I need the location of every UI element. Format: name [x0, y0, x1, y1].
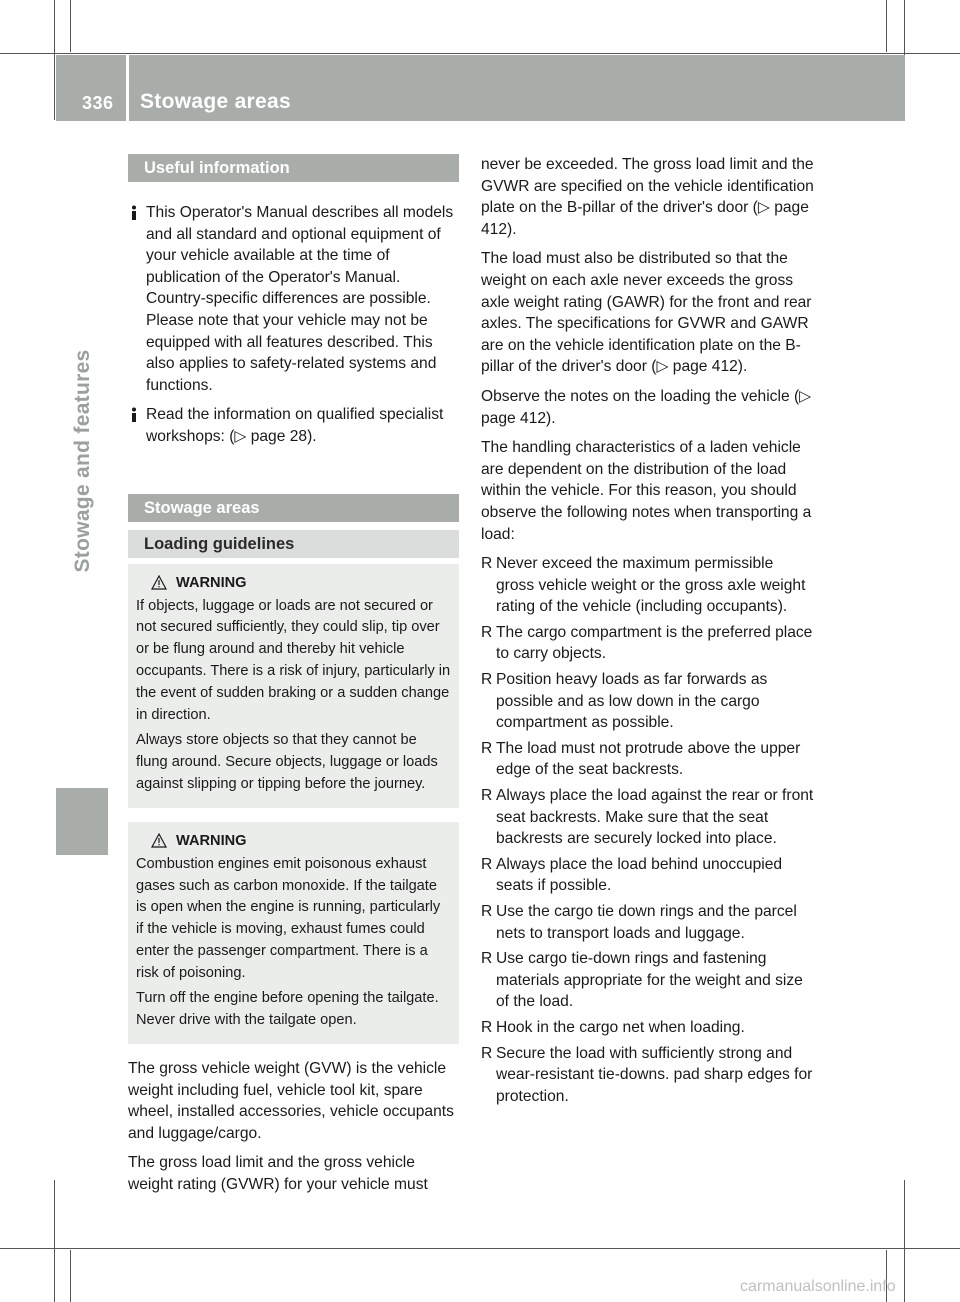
info-text: Read the information on qualified specialist workshops: (▷ page 28).	[146, 406, 444, 445]
page-number: 336	[82, 93, 114, 113]
info-icon	[128, 407, 140, 422]
crop-mark	[70, 1250, 71, 1302]
chapter-marker-block	[56, 788, 108, 855]
warning-text: Always store objects so that they cannot be flung around. Secure objects, luggage or loads against slipping or tipping before the journey.	[136, 732, 438, 792]
loading-notes-list	[481, 553, 814, 1107]
header-separator	[126, 55, 129, 121]
list-item: R The cargo compartment is the preferred place to carry objects.	[481, 623, 813, 663]
body-paragraph: The gross vehicle weight (GVW) is the vehicle weight including fuel, vehicle tool kit, spare wheel, installed accessories, vehicle occupants and luggage/cargo.	[128, 1060, 454, 1142]
list-item: R Position heavy loads as far forwards as possible and as low down in the cargo compartment as possible.	[481, 671, 768, 732]
warning-triangle-icon	[151, 575, 167, 590]
watermark: carmanualsonline.info	[740, 1278, 896, 1295]
warning-title: WARNING	[136, 574, 451, 592]
bullet-marker: R	[481, 950, 493, 968]
right-column	[481, 154, 814, 1111]
loading-guidelines-heading: Loading guidelines	[128, 530, 459, 558]
list-item: R Use the cargo tie down rings and the parcel nets to transport loads and luggage.	[481, 903, 797, 942]
chapter-label: Stowage and features	[71, 349, 94, 573]
bullet-marker: R	[481, 739, 493, 757]
warning-title: WARNING	[136, 832, 451, 850]
warning-text: If objects, luggage or loads are not secured or not secured sufficiently, they could slip, tip over or be flung around and thereby hit vehicle occupants. There is a risk of injury, particularly in the event of sudden braking or a sudden change in direction.	[136, 597, 451, 723]
crop-mark	[54, 1180, 55, 1302]
info-text: This Operator's Manual describes all models and all standard and optional equipment of your vehicle available at the time of publication of the Operator's Manual. Country-specific differences are possible. Please note that your vehicle may not be equipped with all features described. This also applies to safety-related systems and functions.	[146, 204, 454, 394]
warning-text: Combustion engines emit poisonous exhaust gases such as carbon monoxide. If the tailgate is open when the engine is running, particularly if the vehicle is moving, exhaust fumes could enter the passenger compartment. There is a risk of poisoning.	[136, 855, 441, 981]
crop-mark	[70, 0, 71, 52]
bullet-marker: R	[481, 1018, 493, 1036]
list-item: R Hook in the cargo net when loading.	[481, 1017, 814, 1039]
body-paragraph: never be exceeded. The gross load limit and the GVWR are specified on the vehicle identification plate on the B-pillar of the driver's door (▷ page 412).	[481, 156, 814, 238]
bullet-marker: R	[481, 1044, 493, 1062]
crop-mark	[904, 1180, 905, 1302]
warning-text: Turn off the engine before opening the tailgate. Never drive with the tailgate open.	[136, 990, 439, 1029]
bullet-marker: R	[481, 903, 493, 920]
useful-information-heading: Useful information	[128, 154, 459, 182]
warning-triangle-icon	[151, 833, 167, 848]
list-item: R Never exceed the maximum permissible gross vehicle weight or the gross axle weight rating of the vehicle (including occupants).	[481, 555, 806, 616]
info-icon	[128, 205, 140, 220]
info-note	[128, 404, 459, 447]
crop-mark	[54, 0, 55, 120]
warning-box-load	[128, 564, 459, 808]
crop-mark	[0, 1248, 960, 1249]
warning-box-exhaust	[128, 822, 459, 1044]
bullet-marker: R	[481, 855, 493, 873]
stowage-areas-heading: Stowage areas	[128, 494, 459, 522]
info-note	[128, 202, 459, 396]
bullet-marker: R	[481, 555, 493, 573]
bullet-marker: R	[481, 671, 493, 689]
list-item: R Always place the load against the rear or front seat backrests. Make sure that the seat backrests are securely locked into place.	[481, 787, 814, 848]
bullet-marker: R	[481, 623, 493, 641]
list-item: R Always place the load behind unoccupied seats if possible.	[481, 855, 783, 895]
list-item: R The load must not protrude above the upper edge of the seat backrests.	[481, 739, 801, 779]
chapter-tab	[58, 336, 108, 586]
body-paragraph: Observe the notes on the loading the vehicle (▷ page 412).	[481, 387, 812, 427]
bullet-marker: R	[481, 787, 493, 805]
crop-mark	[0, 53, 960, 54]
body-paragraph: The handling characteristics of a laden vehicle are dependent on the distribution of the load within the vehicle. For this reason, you should observe the following notes when transporting a load:	[481, 439, 812, 543]
page-title: Stowage areas	[140, 90, 291, 113]
list-item: R Use cargo tie-down rings and fastening materials appropriate for the weight and size of the load.	[481, 950, 803, 1011]
body-paragraph: The gross load limit and the gross vehicle weight rating (GVWR) for your vehicle must	[128, 1154, 428, 1194]
list-item: R Secure the load with sufficiently strong and wear-resistant tie-downs. pad sharp edges for protection.	[481, 1044, 813, 1105]
crop-mark	[886, 0, 887, 52]
body-paragraph: The load must also be distributed so that the weight on each axle never exceeds the gross axle weight rating (GAWR) for the front and rear axles. The specifications for GVWR and GAWR are on the vehicle identification plate on the B-pillar of the driver's door (▷ page 412).	[481, 250, 812, 376]
left-column	[128, 154, 459, 1204]
